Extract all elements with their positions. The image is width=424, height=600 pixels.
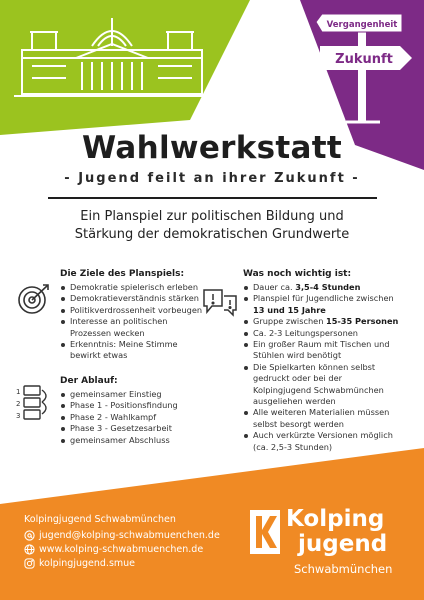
page-title: Wahlwerkstatt	[82, 130, 342, 166]
list-item: Interesse an politischen Prozessen wecken	[60, 316, 210, 339]
footer-org-name: Kolpingjugend Schwabmünchen	[24, 514, 176, 525]
kolping-k-icon	[250, 510, 280, 554]
title-divider	[48, 197, 377, 199]
list-item: Gruppe zwischen 15-35 Personen	[243, 316, 401, 327]
footer-instagram[interactable]	[24, 558, 135, 569]
target-arrow-icon	[16, 282, 52, 316]
intro-line-1: Ein Planspiel zur politischen Bildung und	[80, 209, 344, 224]
intro-line-2: Stärkung der demokratischen Grundwerte	[74, 227, 350, 242]
goals-section	[60, 269, 210, 362]
signpost-pole	[358, 30, 366, 122]
numbered-steps-icon	[14, 384, 54, 422]
footer-email-text[interactable]: jugend@kolping-schwabmuenchen.de	[39, 530, 220, 541]
important-list	[243, 282, 401, 453]
list-item: Ca. 2-3 Leitungspersonen	[243, 328, 401, 339]
list-item: Planspiel für Jugendliche zwischen 13 und 15 Jahre	[243, 293, 401, 316]
globe-icon	[24, 544, 35, 555]
list-item: Phase 1 - Positionsfindung	[60, 400, 210, 411]
email-icon	[24, 530, 35, 541]
process-heading: Der Ablauf:	[60, 376, 118, 386]
speech-bubble-exclamation-icon	[200, 286, 240, 320]
footer-instagram-text[interactable]: kolpingjugend.smue	[39, 558, 136, 569]
signpost-illustration	[308, 10, 420, 126]
list-item: Alle weiteren Materialien müssen selbst besorgt werden	[243, 407, 401, 430]
list-item: Auch verkürzte Versionen möglich (ca. 2,5-3 Stunden)	[243, 430, 401, 453]
important-heading: Was noch wichtig ist:	[243, 269, 352, 279]
footer-email[interactable]	[24, 530, 220, 541]
svg-text:1: 1	[16, 388, 21, 396]
sign-past-label: Vergangenheit	[326, 20, 398, 30]
list-item: Erkenntnis: Meine Stimme bewirkt etwas	[60, 339, 210, 362]
svg-text:2: 2	[16, 400, 21, 408]
list-item: gemeinsamer Einstieg	[60, 389, 210, 400]
list-item: Ein großer Raum mit Tischen und Stühlen wird benötigt	[243, 339, 401, 362]
goals-heading: Die Ziele des Planspiels:	[60, 269, 185, 279]
process-list	[60, 389, 210, 446]
reichstag-building-illustration	[14, 8, 210, 100]
logo-line-1: Kolping	[286, 506, 385, 532]
footer-website[interactable]	[24, 544, 203, 555]
footer-website-text[interactable]: www.kolping-schwabmuenchen.de	[39, 544, 204, 555]
list-item: gemeinsamer Abschluss	[60, 435, 210, 446]
important-section	[243, 269, 401, 453]
instagram-icon	[24, 558, 35, 569]
kolpingjugend-logo	[250, 506, 420, 584]
logo-line-3: Schwabmünchen	[294, 562, 393, 576]
intro-text	[30, 208, 394, 244]
logo-line-2: jugend	[298, 531, 388, 557]
svg-text:3: 3	[16, 412, 21, 420]
list-item: Phase 3 - Gesetzesarbeit	[60, 423, 210, 434]
list-item: Demokratieverständnis stärken	[60, 293, 210, 304]
list-item: Politikverdrossenheit vorbeugen	[60, 305, 210, 316]
goals-list	[60, 282, 210, 362]
page-subtitle: - Jugend feilt an ihrer Zukunft -	[64, 171, 360, 186]
sign-future-label: Zukunft	[335, 52, 393, 67]
list-item: Dauer ca. 3,5-4 Stunden	[243, 282, 401, 293]
process-section	[60, 376, 210, 446]
list-item: Die Spielkarten können selbst gedruckt oder bei der Kolpingjugend Schwabmünchen ausgeliehen werden	[243, 362, 401, 408]
list-item: Phase 2 - Wahlkampf	[60, 412, 210, 423]
list-item: Demokratie spielerisch erleben	[60, 282, 210, 293]
